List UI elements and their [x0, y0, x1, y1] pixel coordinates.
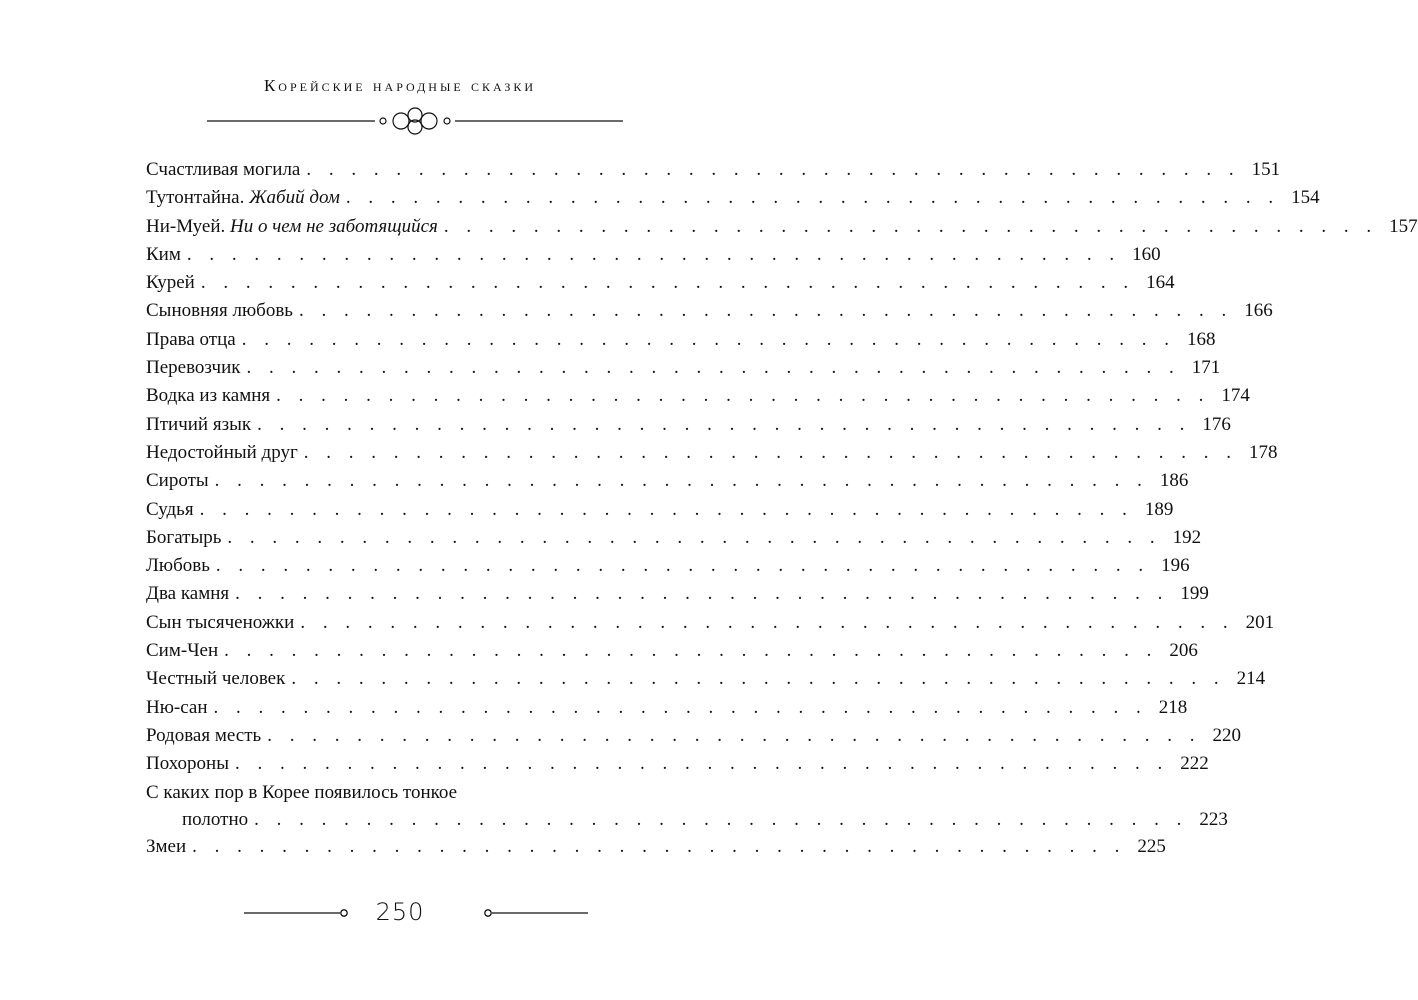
toc-entry [146, 382, 1250, 410]
toc-entry-title-text: Ким [146, 243, 181, 265]
toc-entry-title-text: Перевозчик [146, 357, 241, 379]
toc-entry-title-text: Сын тысяченожки [146, 611, 295, 633]
toc-entry-title [146, 184, 340, 212]
toc-entry-page: 206 [1169, 640, 1198, 662]
toc-entry-page: 222 [1180, 753, 1209, 775]
toc-leader-dots: . . . . . . . . . . . . . . . . . . . . . . . . . . . . . . . . . . . . . . . . . . [227, 526, 1162, 548]
toc-entry-title-text: Тутонтайна. [146, 187, 245, 209]
toc-entry [146, 467, 1189, 495]
toc-entry [146, 609, 1275, 637]
toc-entry-title-text: Змеи [146, 835, 187, 857]
toc-entry-title-text: Курей [146, 272, 195, 294]
toc-leader-dots: . . . . . . . . . . . . . . . . . . . . . . . . . . . . . . . . . . . . . . . . . . [214, 470, 1149, 492]
toc-entry-title-text: Недостойный друг [146, 441, 298, 463]
toc-entry-title [146, 269, 195, 297]
toc-entry [146, 411, 1231, 439]
toc-entry [146, 694, 1188, 722]
toc-entry-page: 160 [1132, 243, 1161, 265]
toc-entry-title [146, 750, 229, 778]
toc-entry-wrapped-line2 [146, 806, 1228, 833]
toc-entry-page: 201 [1245, 611, 1275, 633]
toc-entry-page: 168 [1186, 328, 1216, 350]
toc-leader-dots: . . . . . . . . . . . . . . . . . . . . . . . . . . . . . . . . . . . . . . . . . . [234, 753, 1169, 775]
toc-entry-title [146, 382, 270, 410]
toc-entry-page: 171 [1191, 357, 1221, 379]
toc-leader-dots: . . . . . . . . . . . . . . . . . . . . . . . . . . . . . . . . . . . . . . . . . . [199, 498, 1134, 520]
toc-entry-title-text: Два камня [146, 583, 230, 605]
toc-leader-dots: . . . . . . . . . . . . . . . . . . . . . . . . . . . . . . . . . . . . . . . . . . [200, 272, 1135, 294]
toc-entry-title-text: Любовь [146, 555, 210, 577]
toc-entry [146, 552, 1190, 580]
toc-entry-page: 178 [1249, 441, 1278, 463]
toc-entry-title-text: Права отца [146, 328, 236, 350]
toc-entry-page: 223 [1199, 808, 1228, 830]
table-of-contents [146, 156, 1418, 861]
toc-entry [146, 184, 1320, 212]
toc-entry [146, 750, 1209, 778]
toc-entry-page: 225 [1137, 835, 1166, 857]
toc-leader-dots: . . . . . . . . . . . . . . . . . . . . . . . . . . . . . . . . . . . . . . . . . . [213, 696, 1148, 718]
toc-entry-title [146, 665, 285, 693]
toc-entry-page: 192 [1172, 526, 1202, 548]
toc-entry-title-text: Сим-Чен [146, 640, 219, 662]
toc-entry-page: 166 [1244, 300, 1273, 322]
toc-entry [146, 297, 1273, 325]
toc-entry-title-text: Родовая месть [146, 724, 262, 746]
toc-entry-title [146, 833, 186, 861]
toc-entry-title-text: Похороны [146, 753, 229, 775]
toc-entry [146, 156, 1281, 184]
toc-leader-dots: . . . . . . . . . . . . . . . . . . . . . . . . . . . . . . . . . . . . . . . . . . [443, 215, 1378, 237]
toc-entry-wrapped-line1 [146, 779, 686, 806]
toc-entry [146, 269, 1175, 297]
toc-entry [146, 326, 1216, 354]
toc-entry-title [146, 609, 294, 637]
toc-entry-title [146, 722, 261, 750]
toc-leader-dots: . . . . . . . . . . . . . . . . . . . . . . . . . . . . . . . . . . . . . . . . . . [303, 441, 1238, 463]
toc-entry-title [146, 694, 208, 722]
toc-entry-subtitle: Жабий дом [249, 187, 340, 209]
toc-leader-dots: . . . . . . . . . . . . . . . . . . . . . . . . . . . . . . . . . . . . . . . . . . [186, 243, 1121, 265]
toc-entry-title-text: Честный человек [146, 668, 286, 690]
toc-entry-title-text: Сироты [146, 470, 209, 492]
toc-entry-title [146, 297, 293, 325]
toc-leader-dots: . . . . . . . . . . . . . . . . . . . . . . . . . . . . . . . . . . . . . . . . . . [241, 328, 1176, 350]
toc-entry-title [146, 241, 181, 269]
toc-entry-title: С каких пор в Корее появилось тонкое [146, 781, 458, 803]
footer-ornament-right-icon [480, 906, 590, 920]
toc-entry-page: 214 [1236, 668, 1266, 690]
toc-entry-title-text: Судья [146, 498, 194, 520]
toc-entry [146, 580, 1209, 608]
toc-entry-page: 186 [1159, 470, 1189, 492]
toc-entry [146, 213, 1418, 241]
toc-entry-title [146, 580, 229, 608]
toc-entry-title-text: Водка из камня [146, 385, 271, 407]
toc-leader-dots: . . . . . . . . . . . . . . . . . . . . . . . . . . . . . . . . . . . . . . . . . . [257, 413, 1191, 435]
toc-entry-title [146, 552, 210, 580]
toc-entry [146, 496, 1174, 524]
toc-entry-title [146, 156, 300, 184]
page-number: 250 [375, 898, 425, 926]
toc-leader-dots: . . . . . . . . . . . . . . . . . . . . . . . . . . . . . . . . . . . . . . . . . . [298, 300, 1233, 322]
toc-leader-dots: . . . . . . . . . . . . . . . . . . . . . . . . . . . . . . . . . . . . . . . . . . [246, 357, 1181, 379]
toc-entry-title [146, 213, 438, 241]
toc-entry-page: 199 [1180, 583, 1209, 605]
toc-leader-dots: . . . . . . . . . . . . . . . . . . . . . . . . . . . . . . . . . . . . . . . . . . [224, 640, 1158, 662]
toc-leader-dots: . . . . . . . . . . . . . . . . . . . . . . . . . . . . . . . . . . . . . . . . . . [300, 611, 1235, 633]
toc-entry-subtitle: Ни о чем не заботящийся [230, 215, 438, 237]
toc-entry-page: 218 [1158, 696, 1188, 718]
toc-entry-title [146, 326, 236, 354]
toc-entry-title-text: Птичий язык [146, 413, 252, 435]
toc-leader-dots: . . . . . . . . . . . . . . . . . . . . . . . . . . . . . . . . . . . . . . . . . . [192, 835, 1126, 857]
toc-leader-dots: . . . . . . . . . . . . . . . . . . . . . . . . . . . . . . . . . . . . . . . . . . [267, 724, 1201, 746]
toc-leader-dots: . . . . . . . . . . . . . . . . . . . . . . . . . . . . . . . . . . . . . . . . . . [345, 187, 1280, 209]
toc-leader-dots: . . . . . . . . . . . . . . . . . . . . . . . . . . . . . . . . . . . . . . . . . . [276, 385, 1210, 407]
toc-entry-page: 189 [1144, 498, 1174, 520]
toc-entry-page: 176 [1202, 413, 1231, 435]
running-header: Корейские народные сказки [263, 76, 537, 95]
toc-entry-title-text: Счастливая могила [146, 159, 301, 180]
toc-entry [146, 833, 1166, 861]
toc-leader-dots: . . . . . . . . . . . . . . . . . . . . . . . . . . . . . . . . . . . . . . . . . . [215, 555, 1150, 577]
toc-leader-dots: . . . . . . . . . . . . . . . . . . . . . . . . . . . . . . . . . . . . . . . . . . [291, 668, 1226, 690]
toc-entry-title [146, 637, 218, 665]
toc-entry-page: 220 [1212, 724, 1241, 746]
toc-entry-page: 154 [1291, 187, 1320, 209]
toc-leader-dots: . . . . . . . . . . . . . . . . . . . . . . . . . . . . . . . . . . . . . . . . . . [306, 159, 1241, 180]
toc-entry [146, 439, 1278, 467]
toc-entry [146, 722, 1241, 750]
toc-entry-page: 196 [1161, 555, 1190, 577]
toc-entry-page: 157 [1389, 215, 1418, 237]
toc-entry-title-text: Ню-сан [146, 696, 208, 718]
toc-entry-title: полотно [182, 808, 249, 830]
header-ornament-icon [205, 108, 625, 134]
toc-entry-title-text: Богатырь [146, 526, 222, 548]
toc-entry [146, 524, 1202, 552]
toc-entry-title [146, 439, 298, 467]
toc-entry [146, 241, 1161, 269]
toc-entry-page: 151 [1251, 159, 1281, 180]
toc-entry-title-text: Сыновняя любовь [146, 300, 293, 322]
toc-entry [146, 637, 1198, 665]
toc-entry-page: 164 [1146, 272, 1175, 294]
toc-entry-page: 174 [1221, 385, 1250, 407]
toc-leader-dots: . . . . . . . . . . . . . . . . . . . . . . . . . . . . . . . . . . . . . . . . . . [254, 808, 1188, 830]
toc-entry [146, 665, 1266, 693]
toc-entry-title [146, 496, 194, 524]
toc-entry [146, 354, 1221, 382]
toc-entry-title [146, 467, 209, 495]
toc-entry-title [146, 411, 251, 439]
toc-leader-dots: . . . . . . . . . . . . . . . . . . . . . . . . . . . . . . . . . . . . . . . . . . [235, 583, 1169, 605]
toc-entry-title [146, 354, 241, 382]
toc-entry-title-text: Ни-Муей. [146, 215, 226, 237]
toc-entry-title [146, 524, 221, 552]
